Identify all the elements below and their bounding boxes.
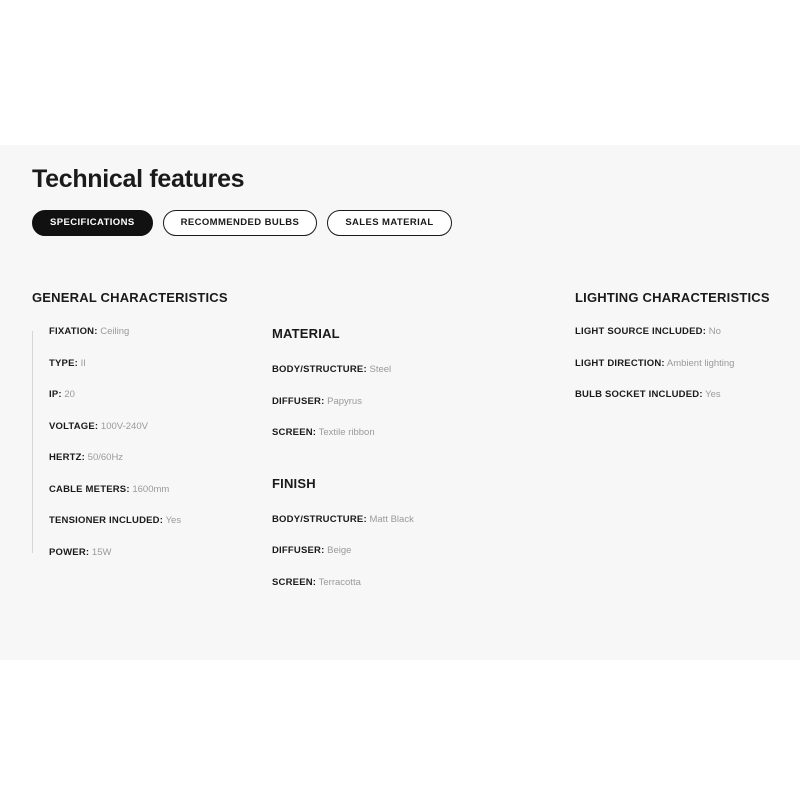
spec-label: DIFFUSER: [272,545,325,556]
list-item [575,390,795,400]
spec-label: TENSIONER INCLUDED: [49,515,164,526]
material-section [272,326,532,438]
spec-value: Ambient lighting [666,357,735,369]
finish-section [272,476,532,588]
list-item [575,359,795,369]
spec-label: LIGHT SOURCE INCLUDED: [575,326,707,337]
list-item [272,365,532,375]
spec-label: IP: [49,389,62,400]
spec-value: Yes [165,515,182,526]
spec-label: SCREEN: [272,576,317,588]
spec-value: Papyrus [327,395,362,407]
finish-title: FINISH [272,475,316,491]
spec-label: CABLE METERS: [49,483,130,495]
list-item [272,428,532,438]
spec-value: Ceiling [100,326,130,337]
list-item [272,546,532,556]
spec-label: SCREEN: [272,427,317,438]
spec-label: BODY/STRUCTURE: [272,513,367,525]
general-characteristics-column [32,290,532,588]
spec-label: HERTZ: [49,452,86,463]
page-title: Technical features [32,165,245,193]
tab-sales-material[interactable]: SALES MATERIAL [327,210,451,236]
lighting-characteristics-title: LIGHTING CHARACTERISTICS [575,290,770,305]
spec-value: 20 [64,389,75,400]
spec-value: Steel [369,364,392,375]
spec-value: II [80,357,86,369]
finish-list [272,515,532,588]
spec-label: LIGHT DIRECTION: [575,357,665,369]
spec-value: Terracotta [318,576,361,588]
list-item [272,578,532,588]
spec-label: FIXATION: [49,326,98,337]
spec-label: DIFFUSER: [272,395,325,407]
tab-specifications[interactable]: SPECIFICATIONS [32,210,153,236]
spec-value: Beige [327,545,352,556]
list-item [272,515,532,525]
material-list [272,365,532,438]
tab-bar [32,210,768,236]
spec-value: No [708,326,721,337]
spec-value: Matt Black [369,513,414,525]
lighting-characteristics-list [575,327,795,400]
spec-value: Textile ribbon [318,427,375,438]
spec-label: BULB SOCKET INCLUDED: [575,389,703,400]
list-item [575,327,795,337]
spec-label: BODY/STRUCTURE: [272,364,367,375]
spec-label: POWER: [49,546,90,558]
general-characteristics-title: GENERAL CHARACTERISTICS [32,290,228,305]
panel-content [0,145,800,588]
spec-label: VOLTAGE: [49,420,99,432]
spec-value: Yes [705,389,721,400]
spec-value: 100V-240V [100,420,148,432]
spec-value: 15W [91,546,112,558]
spec-label: TYPE: [49,357,78,369]
spec-value: 1600mm [132,483,170,495]
tab-recommended-bulbs[interactable]: RECOMMENDED BULBS [163,210,318,236]
spec-value: 50/60Hz [87,452,124,463]
material-title: MATERIAL [272,326,340,341]
technical-features-panel [0,145,800,660]
lighting-characteristics-column [575,290,795,422]
list-item [272,397,532,407]
material-finish-column [272,326,532,625]
